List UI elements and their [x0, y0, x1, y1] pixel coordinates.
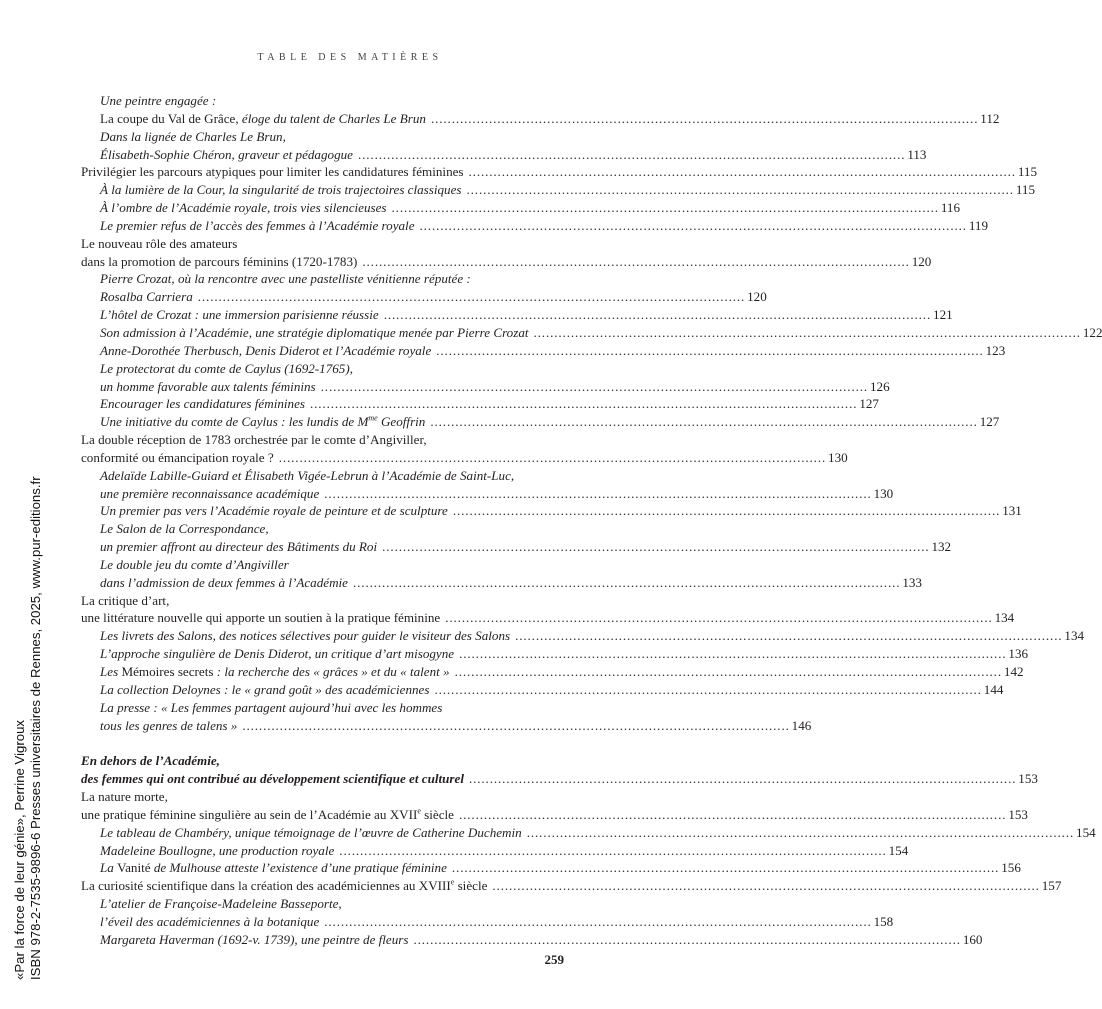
toc-entry-title: La collection Deloynes : le « grand goût » des académiciennes: [100, 681, 430, 697]
toc-entry-title: L’hôtel de Crozat : une immersion parisienne réussie: [100, 307, 379, 323]
toc-subentry[interactable]: [81, 913, 894, 931]
toc-entry[interactable]: [81, 449, 848, 467]
dot-leader: [431, 110, 976, 128]
dot-leader: [242, 717, 787, 735]
toc-entry-title-segment: XVII: [389, 806, 418, 822]
toc-page-number: 154: [888, 842, 909, 858]
toc-entry-title: Son admission à l’Académie, une stratégie diplomatique menée par Pierre Crozat: [100, 324, 529, 340]
toc-subentry[interactable]: [81, 895, 563, 913]
toc-entry-title: [100, 413, 425, 431]
toc-subentry[interactable]: [81, 627, 1085, 645]
toc-entry-title: [100, 859, 447, 877]
toc-subentry[interactable]: [81, 842, 909, 860]
toc-page-number: 123: [985, 342, 1006, 358]
toc-page-number: 121: [933, 307, 953, 323]
toc-entry-title: tous les genres de talens »: [100, 717, 238, 733]
dot-leader: [459, 806, 1004, 824]
toc-entry-title: [81, 806, 454, 824]
toc-entry-title: Anne-Dorothée Therbusch, Denis Diderot et l’Académie royale: [100, 342, 432, 358]
toc-subentry[interactable]: [81, 306, 953, 324]
toc-page-number: 133: [902, 574, 922, 590]
toc-entry-title: Les livrets des Salons, des notices sélectives pour guider le visiteur des Salons: [100, 628, 511, 644]
toc-page-number: 115: [1015, 182, 1035, 198]
toc-entry-title: Madeleine Boullogne, une production royale: [100, 842, 335, 858]
toc-entry-title: Pierre Crozat, où la rencontre avec une pastelliste vénitienne réputée :: [100, 271, 471, 287]
table-of-contents: [81, 92, 1102, 949]
toc-entry-title-segment: Geoffrin: [377, 414, 426, 430]
toc-page-number: 156: [1001, 860, 1021, 876]
toc-entry-title: Rosalba Carriera: [100, 289, 193, 305]
toc-entry-title: La critique d’art,: [81, 592, 170, 608]
toc-entry-title: À la lumière de la Cour, la singularité de trois trajectoires classiques: [100, 182, 462, 198]
toc-page-number: 122: [1082, 324, 1102, 340]
toc-entry-title-segment: : la recherche des « grâces » et du « talent »: [213, 664, 450, 679]
toc-entry-title: Le tableau de Chambéry, unique témoignage de l’œuvre de Catherine Duchemin: [100, 824, 522, 840]
toc-subentry[interactable]: [81, 859, 1021, 877]
toc-entry-title: Un premier pas vers l’Académie royale de peinture et de sculpture: [100, 503, 448, 519]
toc-entry-title-segment: e: [417, 806, 421, 816]
toc-subentry[interactable]: [81, 413, 1000, 431]
toc-entry-title-segment: XVIII: [418, 878, 451, 894]
toc-subentry[interactable]: [81, 181, 1035, 199]
dot-leader: [445, 609, 990, 627]
toc-entry-title: [100, 663, 450, 681]
toc-page-number: 134: [1064, 628, 1085, 644]
toc-entry-title-segment: La curiosité scientifique dans la création des académiciennes au: [81, 878, 419, 894]
dot-leader: [436, 342, 981, 360]
toc-entry-title: une première reconnaissance académique: [100, 485, 320, 501]
toc-entry-title: La double réception de 1783 orchestrée par le comte d’Angiviller,: [81, 432, 427, 448]
dot-leader: [321, 378, 866, 396]
toc-subentry[interactable]: [81, 931, 983, 949]
toc-entry-title-segment: de Mulhouse atteste l’existence d’une pratique féminine: [150, 860, 447, 876]
toc-entry-title-segment: e: [450, 877, 455, 887]
toc-entry-title: La presse : « Les femmes partagent aujourd’hui avec les hommes: [100, 699, 443, 715]
toc-page-number: 153: [1018, 771, 1038, 787]
toc-entry-title-segment: Une initiative du comte de Caylus : les lundis de M: [100, 414, 369, 430]
dot-leader: [384, 306, 929, 324]
dot-leader: [452, 859, 997, 877]
toc-subentry[interactable]: [81, 824, 1096, 842]
toc-subentry[interactable]: [81, 467, 563, 485]
toc-subentry[interactable]: [81, 324, 1102, 342]
toc-entry-title: Le Salon de la Correspondance,: [100, 521, 269, 537]
dot-leader: [434, 681, 979, 699]
toc-entry-title: conformité ou émancipation royale ?: [81, 449, 274, 465]
toc-entry-title: Dans la lignée de Charles Le Brun,: [100, 128, 286, 144]
toc-entry-title: Adelaïde Labille-Guiard et Élisabeth Vigée-Lebrun à l’Académie de Saint-Luc,: [100, 467, 515, 483]
toc-subentry[interactable]: [81, 681, 1004, 699]
page-number: 259: [544, 952, 564, 967]
toc-page-number: 127: [979, 414, 1000, 430]
dot-leader: [358, 146, 903, 164]
toc-subentry[interactable]: [81, 92, 563, 110]
toc-entry[interactable]: [81, 609, 1015, 627]
toc-subentry[interactable]: [81, 199, 961, 217]
toc-subentry[interactable]: [81, 342, 1006, 360]
toc-section-heading[interactable]: [81, 770, 1038, 788]
dot-leader: [492, 877, 1037, 895]
dot-leader: [310, 395, 855, 413]
toc-page-number: 130: [873, 485, 894, 501]
toc-entry-title: [100, 110, 426, 128]
toc-page-number: 153: [1008, 806, 1028, 822]
toc-page-number: 158: [873, 913, 894, 929]
toc-entry[interactable]: [81, 877, 1062, 895]
toc-entry-title: Margareta Haverman (1692-v. 1739), une peintre de fleurs: [100, 931, 409, 947]
toc-entry-title: [81, 877, 487, 895]
toc-entry-title: La nature morte,: [81, 789, 168, 805]
toc-entry[interactable]: [81, 163, 1038, 181]
toc-subentry[interactable]: [81, 574, 922, 592]
toc-entry-title: Le premier refus de l’accès des femmes à l’Académie royale: [100, 217, 415, 233]
toc-entry[interactable]: [81, 235, 563, 253]
toc-page-number: 126: [869, 378, 890, 394]
dot-leader: [469, 770, 1014, 788]
dot-leader: [534, 324, 1079, 342]
copyright-side-note: [12, 476, 44, 980]
dot-leader: [353, 574, 898, 592]
toc-entry-title: Le nouveau rôle des amateurs: [81, 235, 238, 251]
toc-subentry[interactable]: [81, 556, 563, 574]
toc-page-number: 160: [962, 931, 983, 947]
toc-entry-title-segment: Vanité: [117, 860, 151, 876]
toc-entry-title-segment: La: [100, 860, 118, 876]
toc-page-number: 113: [907, 146, 927, 162]
toc-page-number: 127: [859, 396, 879, 412]
dot-leader: [392, 199, 937, 217]
toc-page-number: 157: [1041, 878, 1062, 894]
toc-subentry[interactable]: [81, 645, 1029, 663]
toc-entry-title-segment: éloge du talent de Charles Le Brun: [241, 110, 426, 126]
toc-subentry[interactable]: [81, 717, 812, 735]
dot-leader: [324, 485, 869, 503]
side-note-line-1: «Par la force de leur génie», Perrine Vigroux: [12, 720, 27, 980]
toc-entry[interactable]: [81, 431, 563, 449]
dot-leader: [382, 538, 927, 556]
toc-page-number: 119: [968, 217, 988, 233]
section-gap: [81, 734, 563, 752]
toc-entry-title: L’approche singulière de Denis Diderot, un critique d’art misogyne: [100, 646, 455, 662]
toc-entry-title-segment: siècle: [454, 878, 488, 894]
toc-entry-title-segment: La coupe du Val de Grâce,: [100, 110, 242, 126]
toc-entry-title: l’éveil des académiciennes à la botanique: [100, 913, 320, 929]
toc-entry[interactable]: [81, 592, 563, 610]
toc-section-heading[interactable]: [81, 752, 563, 770]
toc-page-number: 154: [1076, 824, 1096, 840]
dot-leader: [420, 217, 965, 235]
toc-subentry[interactable]: [81, 288, 767, 306]
toc-page-number: 134: [994, 610, 1015, 626]
toc-subentry[interactable]: [81, 270, 563, 288]
dot-leader: [430, 413, 975, 431]
dot-leader: [515, 627, 1060, 645]
dot-leader: [198, 288, 743, 306]
dot-leader: [527, 824, 1072, 842]
toc-subentry[interactable]: [81, 520, 563, 538]
toc-entry-title-segment: me: [368, 413, 378, 423]
toc-subentry[interactable]: [81, 699, 563, 717]
dot-leader: [453, 502, 998, 520]
toc-entry[interactable]: [81, 253, 932, 271]
toc-subentry[interactable]: [81, 217, 988, 235]
toc-entry-title: L’atelier de Françoise-Madeleine Basseporte,: [100, 896, 342, 912]
toc-entry-title-segment: une pratique féminine singulière au sein de l’Académie au: [81, 806, 390, 822]
toc-subentry[interactable]: [81, 110, 1000, 128]
toc-entry-title: un homme favorable aux talents féminins: [100, 378, 316, 394]
toc-subentry[interactable]: [81, 360, 563, 378]
toc-entry-title: dans l’admission de deux femmes à l’Académie: [100, 574, 348, 590]
dot-leader: [455, 663, 1000, 681]
toc-entry-title-segment: Les: [100, 664, 122, 679]
toc-page-number: 116: [940, 200, 961, 216]
toc-page-number: 120: [747, 289, 767, 305]
toc-subentry[interactable]: [81, 538, 952, 556]
toc-page-number: 130: [828, 449, 848, 465]
dot-leader: [413, 931, 958, 949]
toc-page-number: 115: [1017, 164, 1038, 180]
toc-entry-title: une littérature nouvelle qui apporte un soutien à la pratique féminine: [81, 610, 441, 626]
toc-page-number: 142: [1003, 664, 1024, 679]
toc-entry-title: un premier affront au directeur des Bâtiments du Roi: [100, 539, 378, 555]
dot-leader: [339, 842, 884, 860]
toc-entry-title: des femmes qui ont contribué au développement scientifique et culturel: [81, 771, 464, 787]
toc-entry-title: À l’ombre de l’Académie royale, trois vies silencieuses: [100, 200, 387, 216]
dot-leader: [362, 253, 907, 271]
toc-entry-title: Le protectorat du comte de Caylus (1692-1765),: [100, 360, 353, 376]
toc-page-number: 146: [791, 717, 812, 733]
toc-entry-title: Élisabeth-Sophie Chéron, graveur et pédagogue: [100, 146, 353, 162]
toc-subentry[interactable]: [81, 146, 927, 164]
toc-page-number: 132: [931, 539, 952, 555]
toc-subentry[interactable]: [81, 663, 1024, 681]
dot-leader: [324, 913, 869, 931]
side-note-line-2: ISBN 978-2-7535-9896-6 Presses universitaires de Rennes, 2025, www.pur-editions.fr: [28, 476, 43, 980]
toc-subentry[interactable]: [81, 502, 1022, 520]
toc-subentry[interactable]: [81, 128, 563, 146]
toc-entry-title: Une peintre engagée :: [100, 93, 217, 108]
toc-page-number: 144: [983, 681, 1004, 697]
toc-page-number: 120: [911, 253, 932, 269]
toc-page-number: 136: [1008, 646, 1029, 662]
toc-entry-title: dans la promotion de parcours féminins (1720-1783): [81, 253, 358, 269]
toc-entry[interactable]: [81, 806, 1028, 824]
toc-entry-title-segment: Mémoires secrets: [121, 664, 214, 679]
running-title: TABLE DES MATIÈRES: [257, 52, 443, 63]
toc-subentry[interactable]: [81, 485, 894, 503]
toc-entry-title: Le double jeu du comte d’Angiviller: [100, 556, 289, 572]
toc-entry-title: En dehors de l’Académie,: [81, 753, 220, 769]
toc-subentry[interactable]: [81, 395, 879, 413]
dot-leader: [279, 449, 824, 467]
toc-entry-title: Encourager les candidatures féminines: [100, 396, 305, 412]
toc-page-number: 112: [980, 110, 1000, 126]
toc-subentry[interactable]: [81, 378, 890, 396]
toc-page-number: 131: [1002, 503, 1022, 519]
dot-leader: [467, 181, 1012, 199]
toc-entry-title: Privilégier les parcours atypiques pour limiter les candidatures féminines: [81, 164, 464, 180]
dot-leader: [469, 163, 1014, 181]
dot-leader: [459, 645, 1004, 663]
toc-entry[interactable]: [81, 788, 563, 806]
toc-entry-title-segment: siècle: [420, 806, 454, 822]
